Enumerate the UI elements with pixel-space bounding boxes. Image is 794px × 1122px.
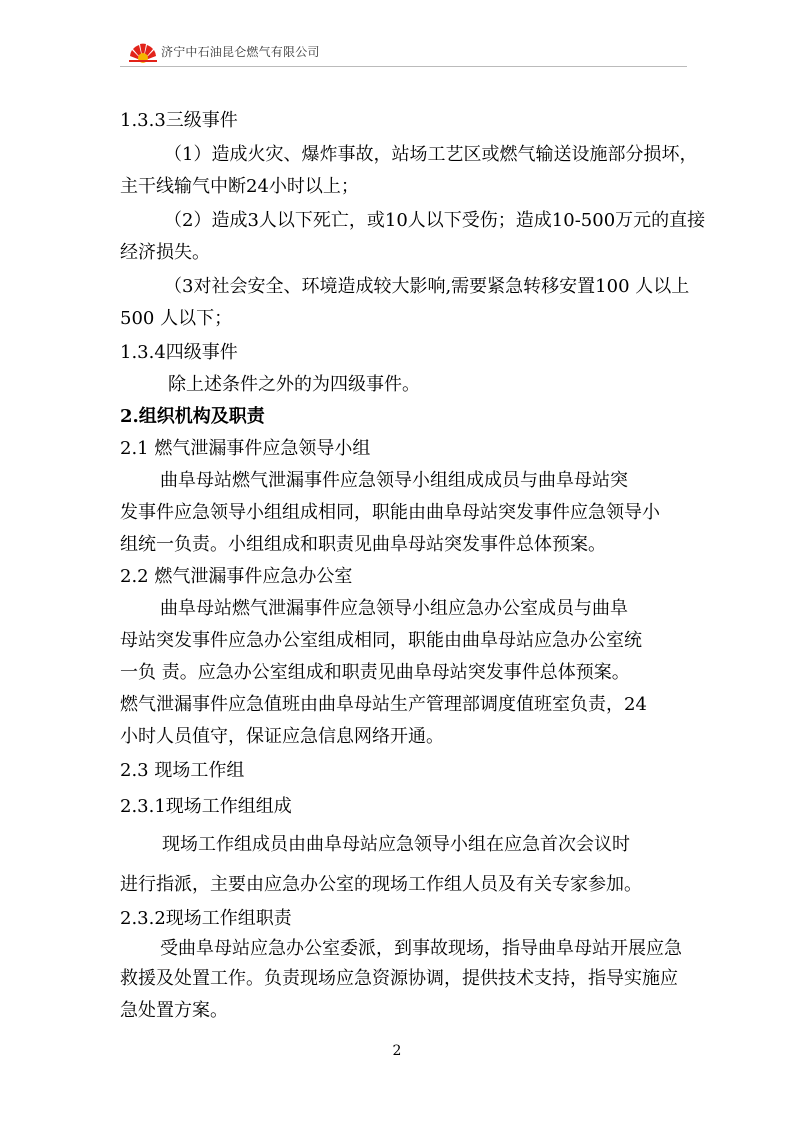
paragraph-line: 母站突发事件应急办公室组成相同，职能由曲阜母站应急办公室统 — [120, 630, 642, 651]
paragraph-line: 曲阜母站燃气泄漏事件应急领导小组组成成员与曲阜母站突 — [160, 470, 628, 491]
page-header — [128, 37, 320, 65]
header-divider — [120, 66, 687, 67]
paragraph-line: 小时人员值守，保证应急信息网络开通。 — [120, 726, 444, 747]
heading-section-2: 2.组织机构及职责 — [120, 406, 265, 427]
paragraph-line: 现场工作组成员由曲阜母站应急领导小组在应急首次会议时 — [162, 834, 630, 855]
paragraph-line: 受曲阜母站应急办公室委派，到事故现场，指导曲阜母站开展应急 — [160, 938, 682, 959]
paragraph-line: （3对社会安全、环境造成较大影响,需要紧急转移安置100 人以上 — [164, 276, 690, 297]
paragraph-line: 组统一负责。小组组成和职责见曲阜母站突发事件总体预案。 — [120, 534, 606, 555]
paragraph-line: 一负 责。应急办公室组成和职责见曲阜母站突发事件总体预案。 — [120, 662, 630, 683]
page-number: 2 — [392, 1043, 402, 1059]
heading-1-3-3: 1.3.3三级事件 — [120, 110, 238, 131]
heading-2-3-1: 2.3.1现场工作组组成 — [120, 796, 292, 817]
paragraph-line: 救援及处置工作。负责现场应急资源协调，提供技术支持，指导实施应 — [120, 968, 678, 989]
paragraph-line: 主干线输气中断24小时以上； — [120, 176, 359, 197]
heading-1-3-4: 1.3.4四级事件 — [120, 342, 238, 363]
paragraph-line: 曲阜母站燃气泄漏事件应急领导小组应急办公室成员与曲阜 — [160, 598, 628, 619]
paragraph-line: 除上述条件之外的为四级事件。 — [168, 374, 420, 395]
company-name: 济宁中石油昆仑燃气有限公司 — [161, 44, 320, 59]
paragraph-line: 500 人以下； — [120, 308, 233, 329]
paragraph-line: 燃气泄漏事件应急值班由曲阜母站生产管理部调度值班室负责，24 — [120, 694, 647, 715]
heading-2-3: 2.3 现场工作组 — [120, 760, 245, 781]
paragraph-line: 发事件应急领导小组组成相同，职能由曲阜母站突发事件应急领导小 — [120, 502, 660, 523]
paragraph-line: （2）造成3人以下死亡，或10人以下受伤；造成10-500万元的直接 — [164, 210, 706, 231]
heading-2-2: 2.2 燃气泄漏事件应急办公室 — [120, 566, 353, 587]
petrochina-logo-icon — [128, 39, 158, 63]
paragraph-line: 经济损失。 — [120, 242, 210, 263]
paragraph-line: （1）造成火灾、爆炸事故，站场工艺区或燃气输送设施部分损坏， — [164, 144, 698, 165]
paragraph-line: 进行指派，主要由应急办公室的现场工作组人员及有关专家参加。 — [120, 874, 642, 895]
heading-2-3-2: 2.3.2现场工作组职责 — [120, 908, 292, 929]
heading-2-1: 2.1 燃气泄漏事件应急领导小组 — [120, 438, 371, 459]
paragraph-line: 急处置方案。 — [120, 1000, 228, 1021]
